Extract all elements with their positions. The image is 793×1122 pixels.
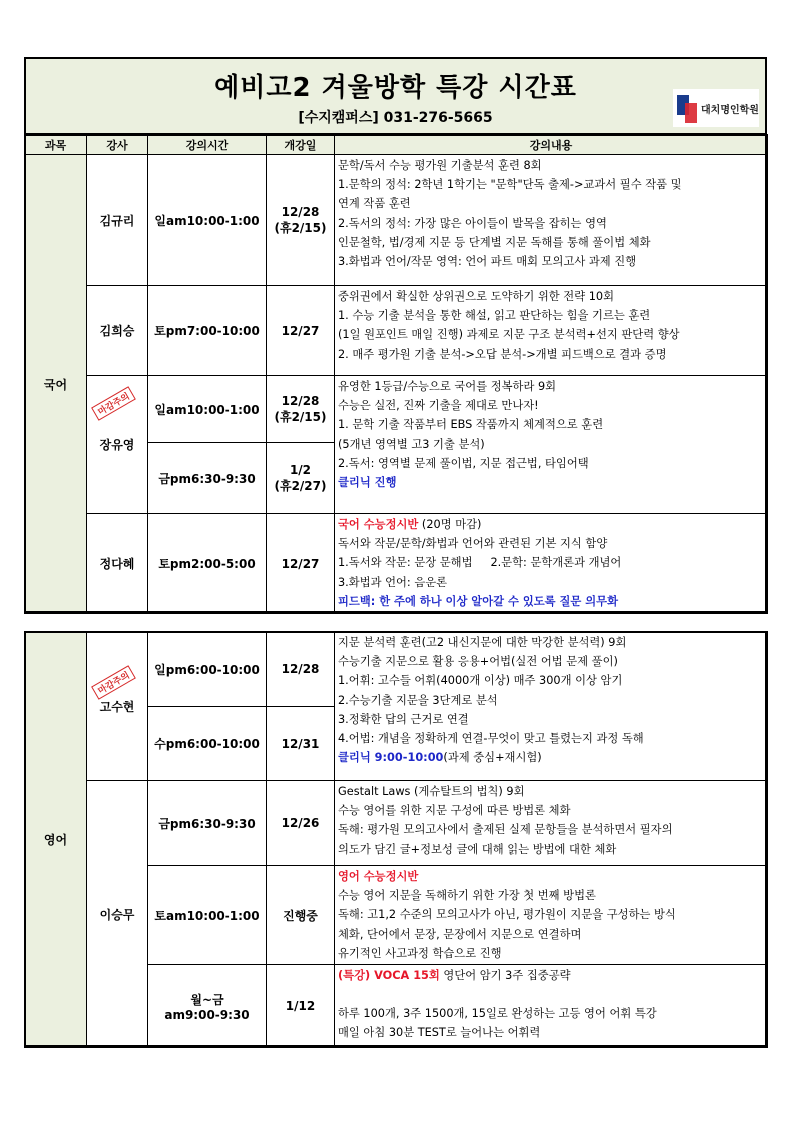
content-line: 3.정확한 답의 근거로 연결 — [338, 712, 469, 726]
content-line: (1일 원포인트 매일 진행) 과제로 지문 구조 분석력+선지 판단력 향상 — [338, 328, 680, 342]
start-date-line: 1/2 — [289, 462, 312, 477]
start-date-break: (휴2/27) — [274, 478, 327, 493]
content-line: 중위권에서 확실한 상위권으로 도약하기 위한 전략 10회 — [338, 290, 615, 303]
title-box — [24, 57, 767, 135]
table-row — [25, 376, 768, 443]
content-line: 4.어법: 개념을 정확하게 연결-무엇이 맞고 틀렸는지 과정 독해 — [338, 732, 644, 746]
table-row — [25, 155, 768, 286]
academy-logo — [673, 89, 759, 127]
col-content: 강의내용 — [335, 135, 768, 155]
course-content — [335, 781, 768, 866]
table-header-row — [25, 135, 768, 155]
content-heading — [338, 515, 767, 534]
content-line: 수능기출 지문으로 활용 응용+어법(실전 어법 문제 풀이) — [338, 655, 618, 669]
class-time: 토pm2:00-5:00 — [148, 514, 267, 614]
content-line: 수능 영어 지문을 독해하기 위한 가장 첫 번째 방법론 — [338, 889, 596, 903]
content-line: 수능은 실전, 진짜 기출을 제대로 만나자! — [338, 399, 539, 413]
content-line: 유기적인 사고과정 학습으로 진행 — [338, 946, 502, 960]
course-content — [335, 376, 768, 514]
logo-name: 대치명인학원 — [701, 105, 759, 116]
class-time: 금pm6:30-9:30 — [148, 443, 267, 514]
content-line: 독해: 고1,2 수준의 모의고사가 아닌, 평가원이 지문을 구성하는 방식 — [338, 908, 676, 922]
content-line: 1. 수능 기출 분석을 통한 해설, 읽고 판단하는 힘을 기르는 훈련 — [338, 309, 651, 323]
korean-schedule-table — [24, 134, 768, 614]
content-line: 매일 아침 30분 TEST로 늘어나는 어휘력 — [338, 1026, 541, 1040]
content-line: 3.화법과 언어/작문 영역: 언어 파트 매회 모의고사 과제 진행 — [338, 255, 637, 269]
table-row — [25, 632, 768, 707]
content-line: 2.독서: 영역별 문제 풀이법, 지문 접근법, 타임어택 — [338, 456, 589, 470]
class-hours: am9:00-9:30 — [164, 1007, 250, 1022]
teacher-name: 김희승 — [87, 286, 148, 376]
teacher-name: 정다혜 — [87, 514, 148, 614]
start-date-line: 12/28 — [281, 204, 320, 219]
class-time: 금pm6:30-9:30 — [148, 781, 267, 866]
content-line: 독해: 평가원 모의고사에서 출제된 실제 문항들을 분석하면서 필자의 — [338, 823, 673, 837]
clinic-note: 클리닉 진행 — [338, 476, 397, 490]
heading-highlight: (특강) VOCA 15회 — [338, 969, 440, 983]
course-content — [335, 632, 768, 781]
course-content — [335, 965, 768, 1048]
col-start: 개강일 — [267, 135, 335, 155]
content-line: Gestalt Laws (게슈탈트의 법칙) 9회 — [338, 785, 525, 798]
class-days: 월~금 — [190, 992, 224, 1007]
start-date — [267, 443, 335, 514]
teacher-name: 이승무 — [87, 781, 148, 1048]
subject-korean: 국어 — [25, 155, 87, 614]
start-date-line: 12/28 — [281, 393, 320, 408]
teacher-name: 장유영 — [87, 376, 148, 514]
clinic-line — [338, 748, 767, 767]
table-row — [25, 514, 768, 614]
content-line: 2.독서의 정석: 가장 많은 아이들이 발목을 잡히는 영역 — [338, 216, 607, 230]
class-time: 수pm6:00-10:00 — [148, 707, 267, 781]
start-date: 진행중 — [267, 866, 335, 965]
start-date-break: (휴2/15) — [274, 220, 327, 235]
heading-note: 영단어 암기 3주 집중공략 — [439, 969, 571, 983]
content-line: 1.문학의 정석: 2학년 1학기는 "문학"단독 출제->교과서 필수 작품 및 — [338, 178, 682, 192]
table-row — [25, 286, 768, 376]
content-line: 2. 매주 평가원 기출 분석->오답 분석->개별 피드백으로 결과 증명 — [338, 347, 667, 361]
clinic-note: 클리닉 9:00-10:00 — [338, 751, 444, 765]
subject-english: 영어 — [25, 632, 87, 1048]
content-line: 1. 문학 기출 작품부터 EBS 작품까지 체계적으로 훈련 — [338, 418, 604, 432]
content-line: 유영한 1등급/수능으로 국어를 정복하라 9회 — [338, 380, 557, 393]
start-date — [267, 376, 335, 443]
start-date: 12/26 — [267, 781, 335, 866]
class-time: 토am10:00-1:00 — [148, 866, 267, 965]
class-time: 일pm6:00-10:00 — [148, 632, 267, 707]
col-teacher: 강사 — [87, 135, 148, 155]
start-date: 12/27 — [267, 286, 335, 376]
start-date: 1/12 — [267, 965, 335, 1048]
content-line: 3.화법과 언어: 음운론 — [338, 575, 448, 589]
content-line: 인문철학, 법/경제 지문 등 단계별 지문 독해를 통해 풀이법 체화 — [338, 235, 651, 249]
campus-contact: [수지캠퍼스] 031-276-5665 — [298, 110, 493, 126]
page-title: 예비고2 겨울방학 특강 시간표 — [214, 73, 577, 103]
course-content — [335, 155, 768, 286]
content-line: 의도가 담긴 글+정보성 글에 대해 읽는 방법에 대한 체화 — [338, 842, 617, 856]
content-line: (5개년 영역별 고3 기출 분석) — [338, 437, 485, 451]
heading-note: (20명 마감) — [418, 518, 482, 531]
content-line: 수능 영어를 위한 지문 구성에 따른 방법론 체화 — [338, 804, 571, 818]
table-row — [25, 781, 768, 866]
heading-highlight: 국어 수능정시반 — [338, 518, 419, 531]
closing-soon-stamp: 마감주의 — [91, 665, 136, 699]
content-line: 연계 작품 훈련 — [338, 197, 411, 211]
content-line: 체화, 단어에서 문장, 문장에서 지문으로 연결하며 — [338, 927, 582, 941]
content-line: 지문 분석력 훈련(고2 내신지문에 대한 막강한 분석력) 9회 — [338, 636, 627, 649]
start-date: 12/28 — [267, 632, 335, 707]
content-heading — [338, 966, 767, 985]
feedback-note: 피드백: 한 주에 하나 이상 알아갈 수 있도록 질문 의무화 — [338, 594, 618, 608]
teacher-name: 고수현 — [87, 632, 148, 781]
content-line: 2.수능기출 지문을 3단계로 분석 — [338, 693, 498, 707]
start-date: 12/31 — [267, 707, 335, 781]
class-time: 일am10:00-1:00 — [148, 155, 267, 286]
logo-mark-accent-icon — [685, 103, 697, 123]
content-line: 1.어휘: 고수들 어휘(4000개 이상) 매주 300개 이상 암기 — [338, 674, 623, 688]
start-date — [267, 155, 335, 286]
course-content — [335, 866, 768, 965]
content-line: 하루 100개, 3주 1500개, 15일로 완성하는 고등 영어 어휘 특강 — [338, 1007, 657, 1021]
spacer — [338, 985, 767, 1004]
col-time: 강의시간 — [148, 135, 267, 155]
closing-soon-stamp: 마감주의 — [91, 386, 136, 420]
start-date-break: (휴2/15) — [274, 409, 327, 424]
class-time: 토pm7:00-10:00 — [148, 286, 267, 376]
content-heading: 영어 수능정시반 — [338, 870, 419, 883]
class-time — [148, 965, 267, 1048]
course-content — [335, 286, 768, 376]
english-schedule-table — [24, 631, 768, 1048]
class-time: 일am10:00-1:00 — [148, 376, 267, 443]
content-line: 문학/독서 수능 평가원 기출분석 훈련 8회 — [338, 159, 542, 172]
col-subject: 과목 — [25, 135, 87, 155]
content-line: 1.독서와 작문: 문장 문해법 2.문학: 문학개론과 개념어 — [338, 556, 622, 570]
teacher-name: 김규리 — [87, 155, 148, 286]
content-line: 독서와 작문/문학/화법과 언어와 관련된 기본 지식 함양 — [338, 537, 608, 551]
clinic-detail: (과제 중심+재시험) — [443, 751, 542, 765]
start-date: 12/27 — [267, 514, 335, 614]
course-content — [335, 514, 768, 614]
